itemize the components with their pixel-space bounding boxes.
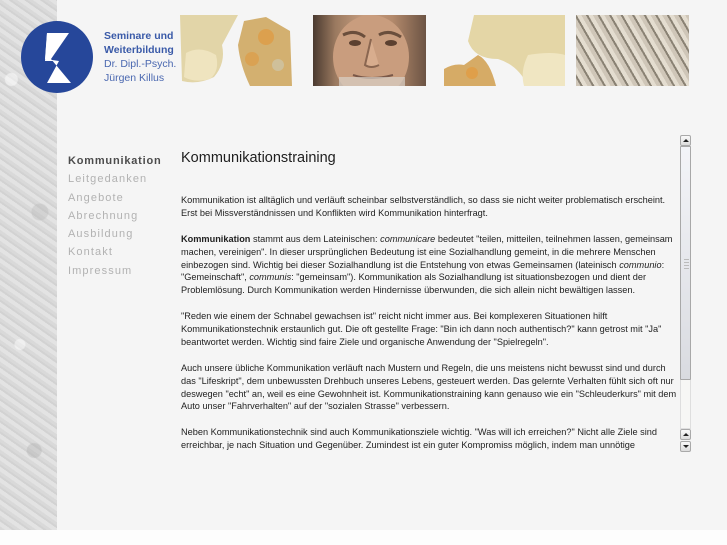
nav-item-kommunikation[interactable]: Kommunikation bbox=[68, 155, 162, 167]
content-scroll-area[interactable] bbox=[181, 194, 678, 456]
brand-line-2: Weiterbildung bbox=[104, 44, 174, 56]
scroll-down-arrow-icon[interactable] bbox=[680, 441, 691, 452]
paragraph-intro: Kommunikation ist alltäglich und verläuft scheinbar selbstverständlich, so dass sie nicht weiter problematisch erscheint. Erst bei Missverständnissen und Konflikten wird Kommunikation hinterfragt. bbox=[181, 195, 666, 218]
brand-line-4: Jürgen Killus bbox=[104, 72, 165, 84]
rope-image bbox=[576, 15, 689, 86]
nav-item-abrechnung[interactable]: Abrechnung bbox=[68, 209, 139, 222]
brand-text bbox=[104, 29, 176, 85]
text-span: : "Gemeinschaft", bbox=[181, 259, 665, 283]
main-nav bbox=[68, 152, 162, 280]
term-communicare: communicare bbox=[380, 233, 436, 244]
page-title: Kommunikationstraining bbox=[181, 150, 336, 166]
stones-image-2 bbox=[444, 15, 565, 86]
paragraph-patterns: Auch unsere übliche Kommunikation verläuft nach Mustern und Regeln, die uns meistens nicht bewusst sind und durch das "Lifeskript", dem unbewussten Drehbuch unseres Lebens, gesteuert werden. Das gelernte Verhalten fühlt sich oft nur deswegen "echt" an, weil es eine Gewohnheit ist. Kommunikationstraining kann genauso wie ein "Schleuderkurs" mit dem Auto unser "Fahrverhalten" auf der "sozialen Strasse" verbessern. bbox=[181, 362, 677, 412]
portrait-image bbox=[313, 15, 426, 86]
term-communis: communis bbox=[249, 272, 292, 283]
stones-image bbox=[180, 15, 302, 86]
text-span: bedeutet "teilen, mitteilen, teilnehmen lassen, gemeinsam machen, vereinigen". In dieser ursprünglichen Bedeutung ist eine Sozialhandlung gemeint, in die mehrere Menschen einbezogen sind. Wichtig bei dieser Sozialhandlung ist die Entstehung von etwas Gemeinsamen (lateinisch bbox=[181, 233, 673, 270]
paragraph-technique: "Reden wie einem der Schnabel gewachsen ist" reicht nicht immer aus. Bei komplexeren Situationen hilft Kommunikationstechnik erstaunlich gut. Die oft gestellte Frage: "Bin ich dann noch authentisch?" kann getrost mit "Ja" beantwortet werden. Wichtig sind faire Ziele und organische Anwendung der "Spielregeln". bbox=[181, 311, 662, 347]
nav-item-impressum[interactable]: Impressum bbox=[68, 264, 133, 277]
nav-item-angebote[interactable]: Angebote bbox=[68, 191, 124, 204]
logo-k-icon[interactable] bbox=[21, 21, 93, 93]
brand-line-3: Dr. Dipl.-Psych. bbox=[104, 58, 177, 70]
text-span: stammt aus dem Lateinischen: bbox=[250, 233, 381, 244]
scroll-up-arrow-bottom-icon[interactable] bbox=[680, 429, 691, 440]
nav-item-leitgedanken[interactable]: Leitgedanken bbox=[68, 173, 148, 186]
nav-item-kontakt[interactable]: Kontakt bbox=[68, 246, 114, 259]
paragraph-etymology bbox=[181, 233, 678, 298]
term-communio: communio bbox=[619, 259, 662, 270]
brand-line-1: Seminare und bbox=[104, 30, 174, 42]
scroll-thumb[interactable] bbox=[680, 146, 691, 380]
term-kommunikation: Kommunikation bbox=[181, 233, 251, 244]
content-scrollbar[interactable] bbox=[680, 135, 692, 453]
scroll-up-arrow-icon[interactable] bbox=[680, 135, 691, 146]
paragraph-goals: Neben Kommunikationstechnik sind auch Kommunikationsziele wichtig. "Was will ich erreichen?" Nicht alle Ziele sind erreichbar, je nach Situation und Gegenüber. Zumindest ist ein guter Kompromiss möglich, indem man unnötige bbox=[181, 427, 657, 451]
grip-icon bbox=[684, 259, 689, 271]
text-span: : "gemeinsam"). Kommunikation als Sozialhandlung ist situationsbezogen und dient der Problemlösung. Durch Kommunikation werden Hindernisse überwunden, die sich allein nicht bewältigen lassen. bbox=[181, 272, 647, 296]
nav-item-ausbildung[interactable]: Ausbildung bbox=[68, 228, 134, 241]
